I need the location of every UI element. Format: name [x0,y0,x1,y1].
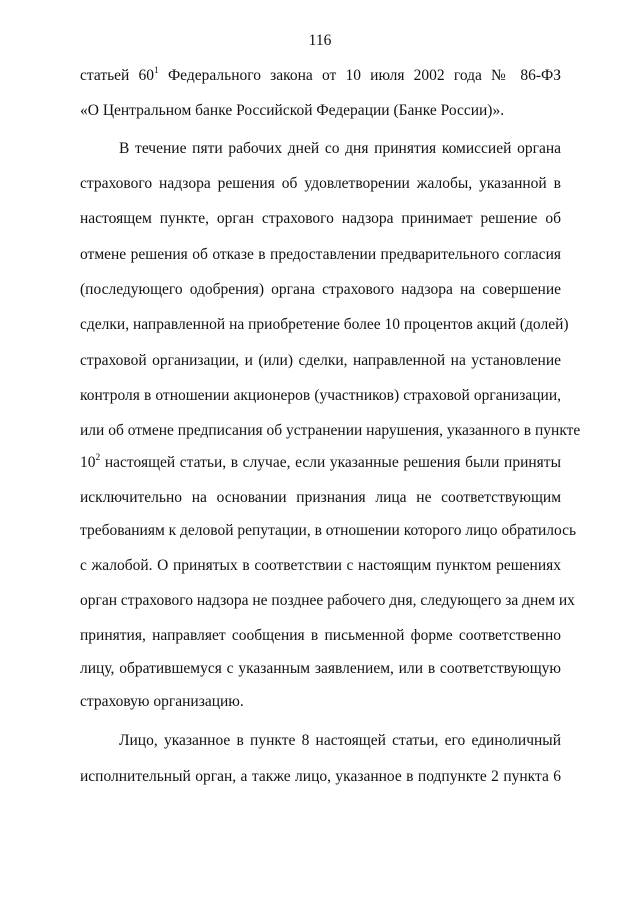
text-line: (последующего одобрения) органа страхового надзора на совершение [80,281,561,298]
text-line: страховой организации, и (или) сделки, направленной на установление [80,352,561,369]
text-line: В течение пяти рабочих дней со дня принятия комиссией органа [119,140,561,157]
text-line: с жалобой. О принятых в соответствии с настоящим пунктом решениях [80,557,561,574]
text-line: исполнительный орган, а также лицо, указанное в подпункте 2 пункта 6 [80,768,561,785]
text-line: орган страхового надзора не позднее рабочего дня, следующего за днем их [80,592,575,609]
text-line: статьей $60^1$ Федерального закона от 10 июля 2002 года № 86-ФЗ [80,65,561,84]
text-line: страхового надзора решения об удовлетворении жалобы, указанной в [80,175,561,192]
text-line: или об отмене предписания об устранении нарушения, указанного в пункте [80,422,581,439]
superscript: 1 [154,65,159,76]
text-line: принятия, направляет сообщения в письменной форме соответственно [80,627,561,644]
text-line: страховую организацию. [80,693,244,710]
text-line: «О Центральном банке Российской Федерации (Банке России)». [80,102,505,119]
text-line: настоящем пункте, орган страхового надзора принимает решение об [80,210,561,227]
text-line: контроля в отношении акционеров (участников) страховой организации, [80,387,561,404]
text-line: сделки, направленной на приобретение более 10 процентов акций (долей) [80,316,569,333]
page-number: 116 [308,32,332,49]
superscript: 2 [95,452,101,463]
text-line: Лицо, указанное в пункте 8 настоящей статьи, его единоличный [119,732,561,749]
text-line: отмене решения об отказе в предоставлении предварительного согласия [80,246,561,263]
text-line: исключительно на основании признания лица не соответствующим [80,489,561,506]
text-line: $10^2$ настоящей статьи, в случае, если указанные решения были приняты [80,452,561,471]
text-line: лицу, обратившемуся с указанным заявлением, или в соответствующую [80,660,561,677]
text-line: требованиям к деловой репутации, в отношении которого лицо обратилось [80,522,577,539]
